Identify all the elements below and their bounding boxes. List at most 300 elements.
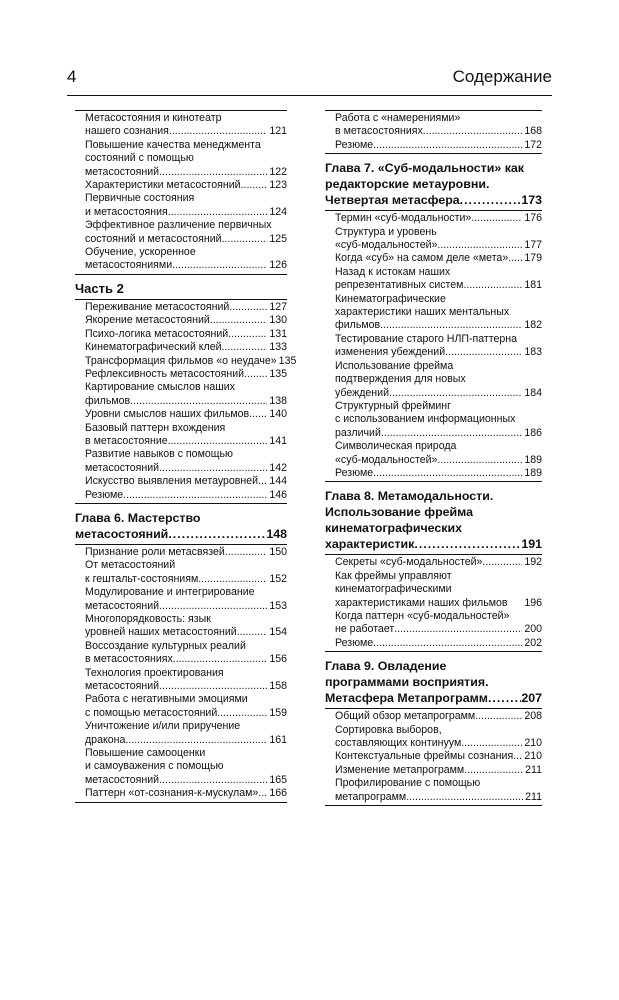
toc-entry-line: Символическая природа [335,440,457,453]
dot-leader [172,259,267,272]
page-ref: 156 [269,653,287,666]
toc-entry[interactable] [335,293,542,333]
toc-entry-title: метасостояний [85,461,160,474]
chapter-heading [325,488,542,552]
toc-entry-tail [85,435,287,448]
toc-entry-line: Как фреймы управляют [335,569,452,582]
toc-entry-tail [335,125,542,138]
toc-entry-line: Кинематографические [335,292,446,305]
dot-leader [168,206,268,219]
toc-entry[interactable] [335,764,542,777]
page-ref: 208 [524,710,542,723]
dot-leader [437,454,522,467]
toc-entry-tail [85,489,287,502]
toc-entry-tail [85,573,287,586]
toc-entry-title: с помощью метасостояний [85,706,218,719]
toc-entry[interactable] [85,341,287,354]
dot-leader [373,637,522,650]
toc-entry-line: Многопорядковость: язык [85,613,211,625]
chapter-title-line: кинематографических [325,521,462,536]
toc-entry-line: Метасостояния и кинотеатр [85,112,222,124]
toc-entry[interactable] [335,610,542,637]
toc-entry[interactable] [85,314,287,327]
dot-leader [394,623,522,636]
toc-entry-tail [85,206,287,219]
toc-entry[interactable] [85,381,287,408]
toc-entry-title: различий [335,426,381,439]
dot-leader [237,626,268,639]
toc-entry-tail [85,166,287,179]
toc-entry-title: Резюме [335,636,374,649]
page-ref: 177 [524,239,542,252]
dot-leader [380,319,522,332]
page-ref: 202 [524,636,542,649]
dot-leader [445,346,522,359]
toc-entry-tail [85,707,287,720]
dot-leader [482,556,522,569]
toc-entry-title: Термин «суб-модальности» [335,212,472,225]
toc-box [75,544,287,803]
toc-box [325,708,542,806]
dot-leader [198,573,267,586]
toc-entry[interactable] [335,360,542,400]
part-heading: Часть 2 [75,280,124,296]
toc-entry-title: в метасостояниях [335,125,423,138]
toc-entry-tail [85,395,287,408]
toc-entry-tail [335,623,542,636]
toc-entry-line: Модулирование и интегрирование [85,586,255,599]
toc-box [325,554,542,652]
toc-entry-title: Паттерн «от-сознания-к-мускулам» [85,787,259,800]
dot-leader [159,462,267,475]
page-ref: 127 [269,300,287,313]
page-ref: 168 [524,125,542,138]
toc-entry-title: Резюме [335,138,374,151]
toc-entry-title: Общий обзор метапрограмм [335,710,476,723]
toc-entry-line: От метасостояний [85,559,176,572]
toc-entry-title: нашего сознания [85,125,169,138]
dot-leader [241,179,268,192]
toc-box [325,210,542,482]
toc-entry-tail [335,710,542,723]
toc-entry-tail [335,750,542,763]
toc-entry-title: Психо-логика метасостояний [85,327,229,340]
toc-entry-tail [325,690,542,706]
page-ref: 148 [266,526,287,541]
dot-leader [130,395,267,408]
toc-entry-title: Искусство выявления метауровней [85,475,259,488]
toc-entry-tail [85,626,287,639]
toc-entry-line: Повышение самооценки [85,747,206,760]
toc-entry-title: Изменение метапрограмм [335,763,465,776]
dot-leader [389,387,522,400]
toc-box [75,299,297,504]
toc-entry[interactable] [335,556,542,569]
dot-leader [258,787,267,800]
toc-entry[interactable] [335,226,542,253]
dot-leader [373,467,522,480]
toc-entry[interactable] [335,440,542,467]
toc-entry[interactable] [85,422,287,449]
toc-entry-title: метасостояний [85,165,160,178]
toc-entry-title: метасостояний [85,773,160,786]
dot-leader [508,252,522,265]
toc-entry-line: и самоуважения с помощью [85,760,224,773]
chapter-title-line: Глава 8. Метамодальности. [325,489,494,504]
toc-entry[interactable] [335,400,542,440]
dot-leader [513,750,522,763]
page-ref: 182 [524,319,542,332]
toc-entry-line: с использованием информационных [335,413,516,426]
toc-entry-line: Назад к истокам наших [335,265,451,278]
toc-entry-line: Тестирование старого НЛП-паттерна [335,332,518,345]
toc-entry[interactable] [85,301,287,314]
toc-entry-title: Трансформация фильмов «о неудаче» [85,354,277,367]
dot-leader [414,536,521,552]
toc-entry-title: Резюме [335,466,374,479]
toc-entry-line: Когда паттерн «суб-модальностей» [335,609,510,622]
toc-entry-line: Уничтожение и/или приручение [85,720,241,733]
toc-entry-tail [85,680,287,693]
toc-entry-tail [325,192,542,208]
toc-entry-tail [85,259,287,272]
page-header [67,67,552,97]
toc-entry[interactable] [85,354,297,368]
toc-entry-line: Картирование смыслов наших [85,381,235,394]
toc-entry-line: Первичные состояния [85,192,195,205]
dot-leader [173,653,268,666]
toc-entry[interactable] [335,139,542,152]
toc-entry-line: подтверждения для новых [335,373,466,386]
toc-entry[interactable] [335,333,542,360]
toc-entry-tail [335,279,542,292]
chapter-title-line: Метасфера Метапрограмм [325,691,488,706]
toc-entry-title: Признание роли метасвязей [85,545,225,558]
page-ref: 211 [525,790,542,803]
running-title: Содержание [452,67,552,86]
page-ref: 210 [524,737,542,749]
toc-entry-title: Уровни смыслов наших фильмов [85,408,250,421]
page-ref: 159 [269,706,287,719]
toc-entry[interactable] [335,750,542,763]
page-ref: 123 [269,179,287,192]
toc-entry[interactable] [85,328,287,341]
toc-entry-tail [85,179,287,192]
toc-entry[interactable] [85,667,287,694]
toc-entry-title: не работает [335,623,395,636]
toc-entry-line: Структура и уровень [335,225,437,238]
dot-leader [471,212,522,225]
toc-entry-title: «суб-модальностей» [335,239,438,252]
dot-leader [488,690,521,706]
page-ref: 150 [269,545,287,558]
toc-entry-line: Сортировка выборов, [335,723,442,736]
toc-entry[interactable] [335,777,542,804]
toc-entry-tail [335,212,542,225]
toc-entry-title: Переживание метасостояний [85,300,230,313]
toc-entry-line: Технология проектирования [85,666,224,679]
toc-entry-title: Кинематографический клей [85,341,222,354]
page-ref: 196 [524,596,542,609]
toc-entry-tail [85,328,287,341]
toc-entry[interactable] [335,710,542,723]
toc-entry-line: Обучение, ускоренное [85,246,196,259]
page-ref: 133 [269,341,287,354]
page-ref: 125 [269,232,287,245]
dot-leader [406,791,523,804]
chapter-title-line: Глава 7. «Суб-модальности» как [325,161,524,176]
toc-entry-tail [335,467,542,480]
page-ref: 140 [269,408,287,421]
dot-leader [168,526,266,542]
toc-entry-tail [85,125,287,138]
toc-entry-tail [85,233,287,246]
chapter-title-line: Глава 6. Мастерство [75,510,201,525]
page-ref: 189 [524,466,542,479]
chapter-title-line: программами восприятия. [325,675,489,690]
chapter-heading [325,658,542,706]
toc-entry-line: Использование фрейма [335,359,454,372]
toc-entry-tail [335,319,542,332]
toc-entry-tail [335,139,542,152]
toc-entry-tail [85,408,287,421]
toc-entry[interactable] [85,559,287,586]
toc-entry-tail [335,556,542,569]
chapter-title-line: редакторские метауровни. [325,177,490,192]
page-ref: 135 [269,367,287,380]
toc-entry-line: Воссоздание культурных реалий [85,639,246,652]
page-ref: 158 [269,680,287,693]
page-ref: 211 [525,763,542,776]
toc-entry-tail [85,341,287,354]
page-ref: 181 [524,279,542,292]
dot-leader [217,707,267,720]
toc-entry-tail [335,387,542,400]
toc-entry-title: Якорение метасостояний [85,314,210,327]
dot-leader [125,734,267,747]
dot-leader [461,737,522,750]
page-number: 4 [67,67,77,86]
toc-entry-title: метасостояний [85,680,160,693]
toc-entry-tail [335,346,542,359]
toc-entry-tail [85,787,287,800]
page-ref: 142 [269,461,287,474]
page-ref: 183 [524,346,542,359]
dot-leader [373,139,522,152]
dot-leader [423,125,523,138]
toc-entry-title: фильмов [335,319,381,332]
toc-entry-title: Резюме [85,488,124,501]
toc-entry-title: Характеристики метасостояний [85,179,241,192]
page-ref: 207 [521,691,542,706]
chapter-heading [75,510,287,542]
toc-entry[interactable] [85,613,287,640]
toc-entry[interactable] [85,139,287,179]
toc-entry[interactable] [85,179,287,192]
toc-entry[interactable] [335,467,542,480]
toc-entry-tail [85,368,287,381]
toc-column-left [75,110,297,805]
toc-entry[interactable] [85,787,287,800]
page-ref: 138 [269,394,287,407]
toc-entry-tail [85,475,287,488]
dot-leader [249,408,267,421]
toc-entry-title: фильмов [85,394,131,407]
toc-entry-title: Когда «суб» на самом деле «мета» [335,252,509,265]
dot-leader [244,368,267,381]
toc-entry-tail [75,526,287,542]
toc-entry[interactable] [85,408,287,421]
toc-entry-line: Базовый паттерн вхождения [85,421,226,434]
page-ref: 184 [524,386,542,399]
dot-leader [463,279,522,292]
toc-entry-tail [335,637,542,650]
dot-leader [159,680,267,693]
toc-entry[interactable] [85,546,287,559]
toc-entry-tail [335,791,542,804]
toc-entry-title: дракона [85,733,126,746]
toc-entry[interactable] [85,448,287,475]
toc-entry-title: репрезентативных систем [335,279,464,292]
toc-entry-tail [85,546,287,559]
page-ref: 154 [269,626,287,639]
dot-leader [437,239,522,252]
page-ref: 122 [269,165,287,178]
toc-entry[interactable] [335,112,542,139]
toc-entry-line: Работа с «намерениями» [335,112,461,124]
toc-entry[interactable] [85,112,287,139]
dot-leader [222,233,268,246]
toc-entry-line: Повышение качества менеджмента [85,138,261,151]
toc-entry-tail [85,734,287,747]
page-ref: 126 [269,259,287,272]
dot-leader [159,166,267,179]
toc-entry[interactable] [85,219,287,246]
toc-entry-line: Работа с негативными эмоциями [85,693,248,706]
toc-entry-title: состояний и метасостояний [85,232,222,245]
page-ref: 192 [524,556,542,569]
page-ref: 173 [521,193,542,208]
page-ref: 191 [521,537,542,552]
page-ref: 131 [269,327,287,340]
toc-entry-title: изменения убеждений [335,346,446,359]
toc-entry-tail [335,427,542,440]
dot-leader [381,427,522,440]
page-ref: 141 [269,434,287,447]
page-ref: 153 [269,599,287,612]
toc-entry-tail [335,597,542,610]
toc-entry[interactable] [85,192,287,219]
toc-entry[interactable] [85,368,287,381]
page-ref: 130 [269,314,287,327]
page-ref: 189 [524,453,542,466]
toc-entry[interactable] [85,640,287,667]
toc-entry[interactable] [85,720,287,747]
toc-entry-line: кинематографическими [335,583,452,596]
toc-entry[interactable] [335,570,542,610]
toc-entry-tail [85,301,287,314]
chapter-heading [325,160,542,208]
toc-entry-title: в метасостояние [85,434,168,447]
toc-entry-tail [335,252,542,265]
dot-leader [229,301,267,314]
dot-leader [258,475,267,488]
chapter-title-line: Использование фрейма [325,505,474,520]
toc-entry-title: метасостояний [85,599,160,612]
toc-entry-line: Развитие навыков с помощью [85,448,233,461]
toc-entry[interactable] [85,246,287,273]
toc-entry-tail [85,600,287,613]
toc-entry-line: Профилирование с помощью [335,777,481,790]
page-ref: 124 [269,205,287,218]
dot-leader [169,125,267,138]
page-ref: 176 [524,212,542,225]
page-ref: 161 [269,733,287,746]
chapter-title-line: метасостояний [75,526,169,541]
toc-entry-line: Эффективное различение первичных [85,219,272,232]
toc-entry[interactable] [85,586,287,613]
toc-entry-line: состояний с помощью [85,152,194,165]
toc-entry[interactable] [335,724,542,751]
toc-entry-tail [335,764,542,777]
dot-leader [222,341,268,354]
page-ref: 186 [524,426,542,439]
toc-entry-tail [335,737,542,750]
toc-entry-title: убеждений [335,386,389,399]
page-ref: 146 [269,488,287,501]
toc-entry-title: характеристиками наших фильмов [335,596,508,609]
page-ref: 200 [524,623,542,636]
toc-entry-title: Рефлексивность метасостояний [85,367,245,380]
toc-entry-tail [325,536,542,552]
dot-leader [460,192,522,208]
header-rule [67,95,552,96]
toc-entry[interactable] [85,475,287,488]
dot-leader [168,435,268,448]
page-ref: 152 [269,572,287,585]
toc-entry-tail [85,653,287,666]
dot-leader [225,546,268,559]
page-ref: 165 [269,773,287,786]
toc-entry-title: Секреты «суб-модальностей» [335,556,483,569]
dot-leader [123,489,267,502]
dot-leader [159,774,267,787]
dot-leader [210,314,268,327]
dot-leader [464,764,523,777]
toc-entry-title: составляющих континуум [335,737,462,749]
toc-entry-title: к гештальт-состояниям [85,572,199,585]
toc-entry-title: метапрограмм [335,790,407,803]
page-ref: 210 [524,750,542,763]
toc-entry[interactable] [335,252,542,265]
page-ref: 121 [269,125,287,138]
page-ref: 179 [524,252,542,265]
toc-entry[interactable] [335,266,542,293]
toc-entry-title: «суб-модальностей» [335,453,438,466]
toc-entry[interactable] [335,212,542,225]
dot-leader [228,328,267,341]
toc-box [75,110,287,275]
toc-entry[interactable] [85,489,287,502]
toc-entry[interactable] [85,747,287,787]
toc-entry-line: характеристики наших ментальных [335,306,510,319]
toc-entry-tail [85,314,287,327]
chapter-title-line: Четвертая метасфера [325,193,460,208]
chapter-title-line: Глава 9. Овладение [325,659,447,674]
toc-entry[interactable] [335,637,542,650]
toc-entry[interactable] [85,693,287,720]
page-ref: 166 [269,787,287,800]
